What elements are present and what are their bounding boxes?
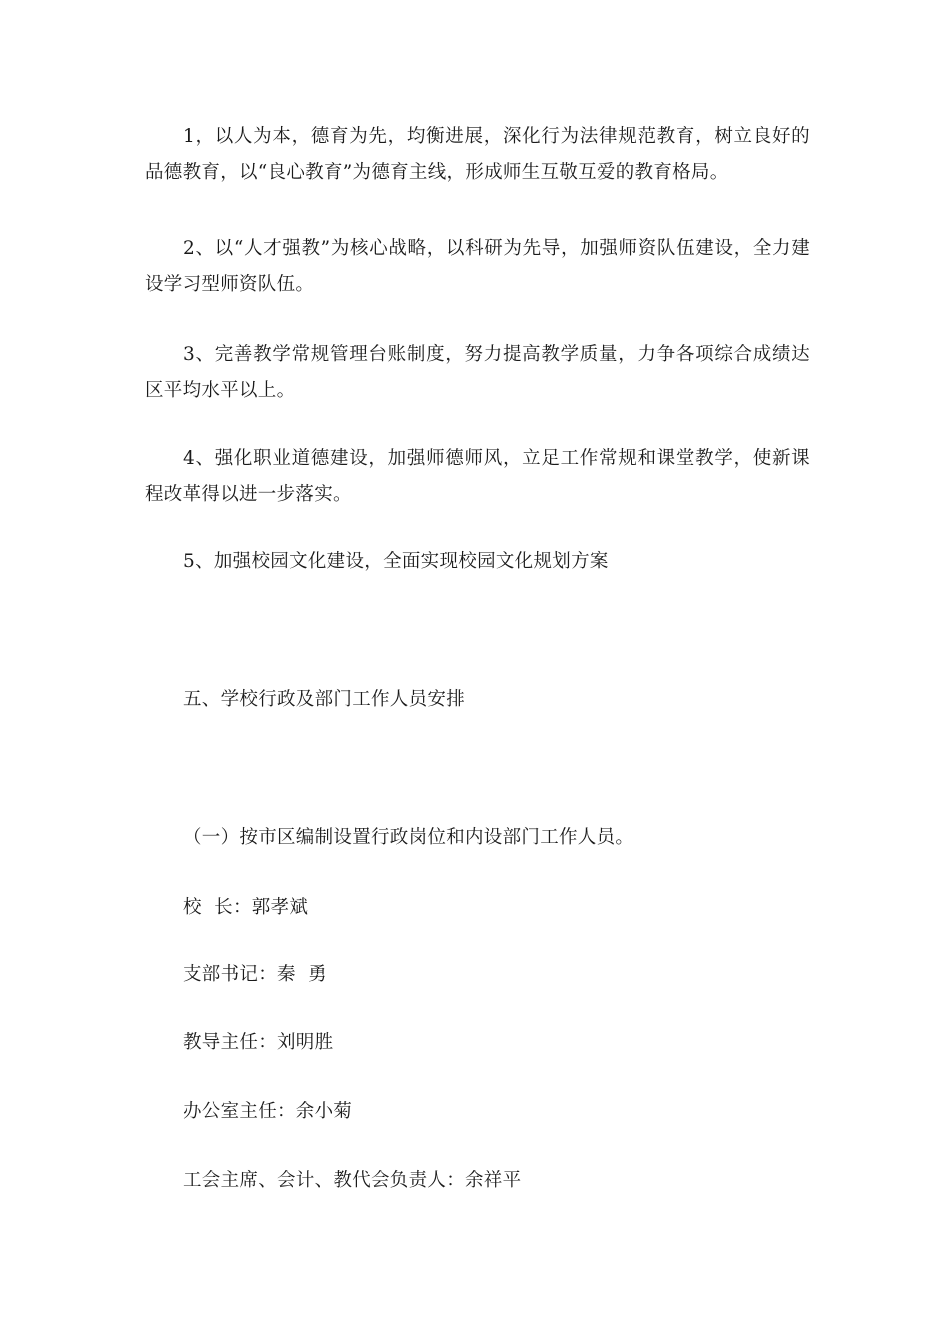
staff-academic-director: 教导主任：刘明胜 — [183, 1032, 334, 1053]
staff-party-secretary: 支部书记：秦 勇 — [183, 964, 327, 985]
staff-union-chair: 工会主席、会计、教代会负责人：余祥平 — [183, 1170, 522, 1191]
section-heading: 五、学校行政及部门工作人员安排 — [183, 689, 466, 710]
goal-paragraph-3: 3、完善教学常规管理台账制度，努力提高教学质量，力争各项综合成绩达区平均水平以上。 — [145, 344, 810, 401]
subsection-heading: （一）按市区编制设置行政岗位和内设部门工作人员。 — [183, 827, 635, 848]
staff-principal: 校 长：郭孝斌 — [183, 897, 309, 918]
goal-paragraph-2: 2、以“人才强教”为核心战略，以科研为先导，加强师资队伍建设，全力建设学习型师资队伍。 — [145, 238, 810, 295]
goal-paragraph-5: 5、加强校园文化建设，全面实现校园文化规划方案 — [183, 551, 609, 572]
goal-paragraph-1: 1，以人为本，德育为先，均衡进展，深化行为法律规范教育，树立良好的品德教育，以“良心教育”为德育主线，形成师生互敬互爱的教育格局。 — [145, 126, 810, 183]
staff-office-director: 办公室主任：余小菊 — [183, 1101, 353, 1122]
goal-paragraph-4: 4、强化职业道德建设，加强师德师风，立足工作常规和课堂教学，使新课程改革得以进一步落实。 — [145, 448, 810, 505]
